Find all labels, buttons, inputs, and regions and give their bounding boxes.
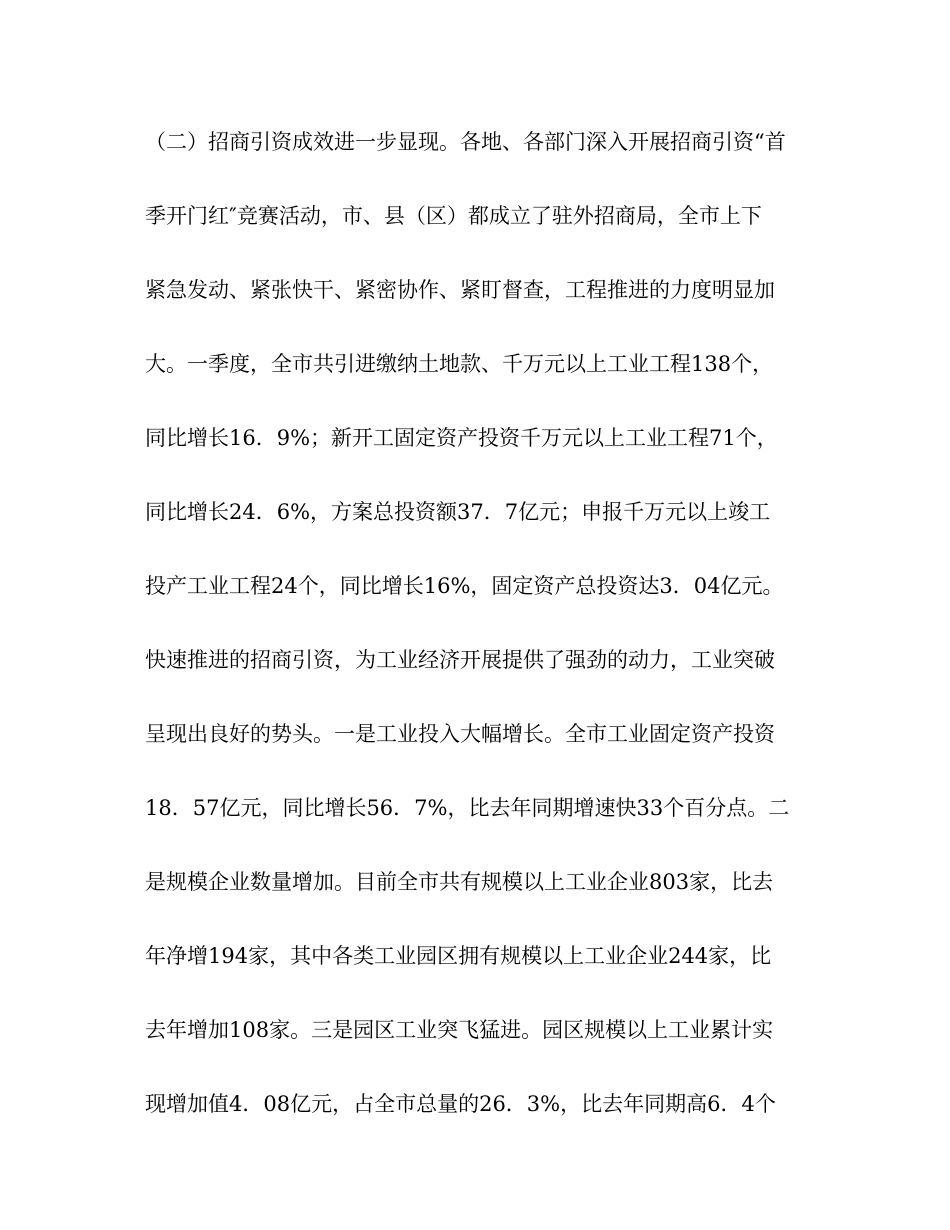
paragraph-line: 大。一季度，全市共引进缴纳土地款、千万元以上工业工程138个，	[145, 352, 774, 376]
paragraph-line: 年净增194家，其中各类工业园区拥有规模以上工业企业244家，比	[145, 944, 772, 968]
paragraph-line: 紧急发动、紧张快干、紧密协作、紧盯督查，工程推进的力度明显加	[145, 278, 775, 302]
paragraph-line: 现增加值4．08亿元，占全市总量的26．3%，比去年同期高6．4个	[145, 1092, 776, 1116]
paragraph-line: （二）招商引资成效进一步显现。各地、各部门深入开展招商引资“首	[145, 130, 786, 154]
paragraph-line: 快速推进的招商引资，为工业经济开展提供了强劲的动力，工业突破	[145, 648, 775, 672]
paragraph-line: 同比增长16．9%；新开工固定资产投资千万元以上工业工程71个，	[145, 426, 778, 450]
paragraph-line: 18．57亿元，同比增长56．7%，比去年同期增速快33个百分点。二	[145, 796, 790, 820]
paragraph-line: 呈现出良好的势头。一是工业投入大幅增长。全市工业固定资产投资	[145, 722, 775, 746]
paragraph-line: 投产工业工程24个，同比增长16%，固定资产总投资达3．04亿元。	[145, 574, 784, 598]
paragraph-line: 是规模企业数量增加。目前全市共有规模以上工业企业803家，比去	[145, 870, 774, 894]
paragraph-line: 去年增加108家。三是园区工业突飞猛进。园区规模以上工业累计实	[145, 1018, 774, 1042]
paragraph-line: 同比增长24．6%，方案总投资额37．7亿元；申报千万元以上竣工	[145, 500, 771, 524]
paragraph-line: 季开门红″竞赛活动，市、县（区）都成立了驻外招商局，全市上下	[145, 204, 762, 228]
